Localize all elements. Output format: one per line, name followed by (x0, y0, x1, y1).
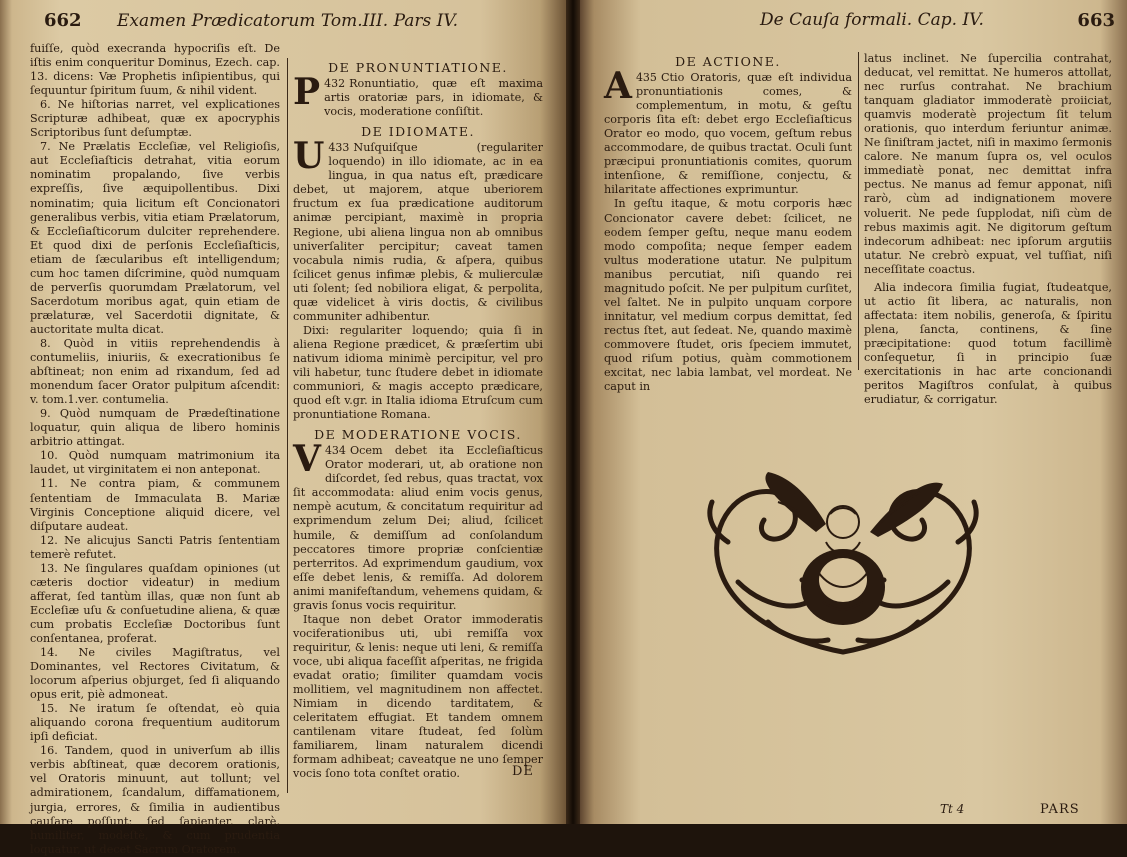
cherub-ornament-icon (698, 462, 988, 662)
paragraph-number: 435 (635, 71, 657, 85)
paragraph-435 (604, 65, 852, 197)
section-heading-idiomate: DE IDIOMATE. (361, 124, 475, 140)
rule-paragraph: 13. Ne ſingulares quaſdam opiniones (ut cæteris doctior videatur) in medium afferat, ſed tantùm illas, quæ non ſunt ab Eccleſiæ uſu & conſuetudine aliena, & quæ cum probatis Eccleſiæ Doctoribus ſunt conſentanea, proferat. (30, 561, 280, 645)
rule-paragraph: fuiſſe, quòd execranda hypocriſis eſt. De iſtis enim conqueritur Dominus, Ezech. cap. 13. dicens: Væ Prophetis inſipientibus, qui ſequuntur ſpiritum ſuum, & nihil vident. (30, 42, 280, 98)
column-rule (858, 52, 859, 370)
rule-paragraph: 15. Ne iratum ſe oſtendat, eò quia aliquando corona frequentium auditorum ipſi deficiat. (30, 702, 280, 744)
left-page-number: 662 (44, 10, 82, 31)
paragraph-text: Dixi: regulariter loquendo; quia ſi in aliena Regione prædicet, & præſertim ubi nativum idioma minimè percipitur, vel pro vili habetur, tunc ſtudere debet in idiomate communiori, & magis accepto prædicare, quod eſt v.gr. in Italia idioma Etruſcum cum pronuntiatione Romana. (293, 323, 543, 422)
paragraph-433 (293, 135, 543, 324)
left-column-1 (30, 42, 280, 857)
right-running-head: De Cauſa formali. Cap. IV. (760, 10, 984, 30)
right-page (580, 0, 1127, 824)
column-rule (287, 58, 288, 793)
section-heading-moderatione-vocis: DE MODERATIONE VOCIS. (314, 427, 522, 443)
drop-cap: P (293, 71, 321, 114)
rule-paragraph: 16. Tandem, quod in univerſum ab illis verbis abſtineat, quæ decorem orationis, vel Oratoris minuunt, aut tollunt; vel admirationem, ſcandalum, diffamationem, jurgia, errores, & ſimilia in audientibus cauſare poſſunt; ſed ſapienter, clarè, humiliter, modeſtè, & cum prudentia loquatur, ut decet Sacrum Oratorem. (30, 744, 280, 856)
paragraph-number: 432 (324, 77, 346, 91)
section-heading-actione: DE ACTIONE. (675, 54, 781, 69)
right-catchword: PARS (1040, 802, 1080, 817)
paragraph-432 (293, 71, 543, 119)
left-catchword: DE (512, 764, 534, 779)
section-heading-pronuntiatione: DE PRONUNTIATIONE. (328, 60, 508, 75)
paragraph-text: Ronuntiatio, quæ eſt maxima artis oratoriæ pars, in idiomate, & vocis, moderatione conſiſtit. (324, 77, 543, 119)
paragraph-number: 433 (328, 141, 350, 155)
right-column-2 (864, 52, 1112, 407)
paragraph-text: Nuſquiſque (regulariter loquendo) in illo idiomate, ac in ea lingua, in qua natus eſt, prædicare debet, ut majorem, atque uberiorem fructum ex ſua prædicatione auditorum animæ percipiant, maximè in propria Regione, ubi aliena lingua non ab omnibus univerſaliter percipitur; caveat tamen vocabula nimis rudia, & aſpera, quibus ſcilicet genus infimæ plebis, & mulierculæ uti ſolent; ſed nobiliora eligat, & perpolita, quæ videlicet à viris doctis, & civilibus communiter adhibentur. (293, 141, 543, 323)
drop-cap: A (604, 65, 632, 108)
rule-paragraph: 6. Ne hiſtorias narret, vel explicationes Scripturæ adhibeat, quæ ex apocryphis Scriptoribus ſunt deſumptæ. (30, 98, 280, 140)
rule-paragraph: 7. Ne Prælatis Eccleſiæ, vel Religioſis, aut Eccleſiaſticis detrahat, vitia eorum nominatim propalando, ſive verbis expreſſis, ſive æquipollentibus. Dixi nominatim; quia licitum eſt Concionatori generalibus verbis, vitia etiam Prælatorum, & Eccleſiaſticorum dulciter reprehendere. Et quod dixi de perſonis Eccleſiaſticis, etiam de ſæcularibus eſt intelligendum; cum hoc tamen diſcrimine, quòd numquam de perverſis quorumdam Prælatorum, vel Sacerdotum moribus agat, quin etiam de prælaturæ, vel Sacerdotii dignitate, & auctoritate multa dicat. (30, 140, 280, 336)
paragraph-text: Ocem debet ita Eccleſiaſticus Orator moderari, ut, ab oratione non diſcordet, ſed rebus, quas tractat, vox ſit accommodata: aliud enim vocis genus, nempè acutum, & concitatum requiritur ad exprimendum zelum Dei; aliud, ſcilicet humile, & demiſſum ad conſolandum peccatores timore propriæ conſcientiæ perterritos. Ad exprimendum gaudium, vox eſſe debet lenis, & remiſſa. Ad dolorem animi manifeſtandum, vehemens quidam, & gravis ſonus vocis requiritur. (293, 444, 543, 612)
right-page-number: 663 (1077, 10, 1115, 31)
rule-paragraph: 14. Ne civiles Magiſtratus, vel Dominantes, vel Rectores Civitatum, & locorum aſperius objurget, ſed ſi aliquando opus erit, piè admoneat. (30, 646, 280, 702)
drop-cap: V (293, 438, 321, 481)
signature-mark: Tt 4 (940, 802, 965, 816)
right-column-1 (604, 52, 852, 394)
rule-paragraph: 11. Ne contra piam, & communem ſententiam de Immaculata B. Mariæ Virginis Conceptione aliquid dicere, vel diſputare audeat. (30, 477, 280, 533)
right-header (760, 10, 1115, 30)
rule-paragraph: 8. Quòd in vitiis reprehendendis à contumeliis, iniuriis, & execrationibus ſe abſtineat; non enim ad rixandum, ſed ad monendum ſacer Orator pulpitum aſcendit: v. tom.1.ver. contumelia. (30, 336, 280, 407)
left-column-2 (293, 58, 543, 781)
rule-paragraph: 9. Quòd numquam de Prædeſtinatione loquatur, quin aliqua de libero hominis arbitrio attingat. (30, 407, 280, 449)
paragraph-text: Itaque non debet Orator immoderatis vociferationibus uti, ubi remiſſa vox requiritur, & lenis: neque uti leni, & remiſſa voce, ubi aliqua faceſſit aſperitas, ne frigida evadat oratio; ſimiliter quamdam vocis mollitiem, vel magnitudinem non affectet. Nimiam in dicendo tarditatem, & celeritatem effugiat. Et tandem omnem cantilenam vitare ſtudeat, ſed ſolùm familiarem, linam naturalem dicendi formam adhibeat; caveatque ne uno ſemper vocis ſono tota conſtet oratio. (293, 612, 543, 781)
paragraph-text: latus inclinet. Ne ſupercilia contrahat, deducat, vel remittat. Ne humeros attollat, nec rurſus contrahat. Ne brachium tanquam gladiator immoderatè proiiciat, quamvis moderatè projectum ſit telum orationis, quo interdum feriuntur animæ. Ne ſiniſtram jactet, niſi in maximo ſermonis calore. Ne manum ſupra os, vel oculos immediatè ponat, nec demittat infra pectus. Ne manus ad femur apponat, niſi rarò, cùm ad indignationem movere voluerit. Ne pede ſupplodat, niſi cùm de rebus maximis agit. Ne digitorum geſtum indecorum adhibeat: nec ipſorum argutiis utatur. Ne crebrò expuat, vel tuſſiat, niſi neceſſitate coactus. (864, 52, 1112, 276)
paragraph-number: 434 (324, 444, 346, 458)
paragraph-text: Ctio Oratoris, quæ eſt individua pronuntiationis comes, & complementum, in motu, & geſtu corporis ſita eſt: debet ergo Eccleſiaſticus Orator eo modo, quo vocem, geſtum rebus accommodare, de quibus tractat. Oculi ſunt præcipui pronuntiationis comites, quorum intenſione, & remiſſione, conjectu, & hilaritate affectiones exprimuntur. (604, 71, 852, 197)
book-gutter (566, 0, 580, 824)
paragraph-434 (293, 438, 543, 613)
left-header (44, 10, 458, 31)
drop-cap: U (293, 135, 325, 178)
rule-paragraph: 10. Quòd numquam matrimonium ita laudet, ut virginitatem ei non anteponat. (30, 449, 280, 477)
rule-paragraph: 12. Ne alicujus Sancti Patris ſententiam temerè refutet. (30, 533, 280, 561)
paragraph-text: In geſtu itaque, & motu corporis hæc Concionator cavere debet: ſcilicet, ne eodem ſemper geſtu, neque manu eodem modo compoſita; neque ſemper eadem vultus moderatione utatur. Ne pulpitum manibus percutiat, niſi quando rei magnitudo poſcit. Ne per pulpitum curſitet, vel ſaltet. Ne in pulpito unquam corpore innitatur, vel medium corpus demittat, ſed rectus ſtet, aut ſedeat. Ne, quando maximè commovere ſtudet, oris ſpeciem immutet, quod riſum potius, quàm commotionem excitat, nec labia lambat, vel mordeat. Ne caput in (604, 197, 852, 394)
left-running-head: Examen Prædicatorum Tom.III. Pars IV. (116, 11, 459, 31)
paragraph-text: Alia indecora ſimilia fugiat, ſtudeatque, ut actio ſit libera, ac naturalis, non affectata: item nobilis, generoſa, & ſpiritu plena, ſancta, continens, & ſine præcipitatione: quod totum facillimè conſequetur, ſi in principio ſuæ exercitationis in hac arte concionandi peritos Magiſtros conſulat, à quibus erudiatur, & corrigatur. (864, 280, 1112, 407)
